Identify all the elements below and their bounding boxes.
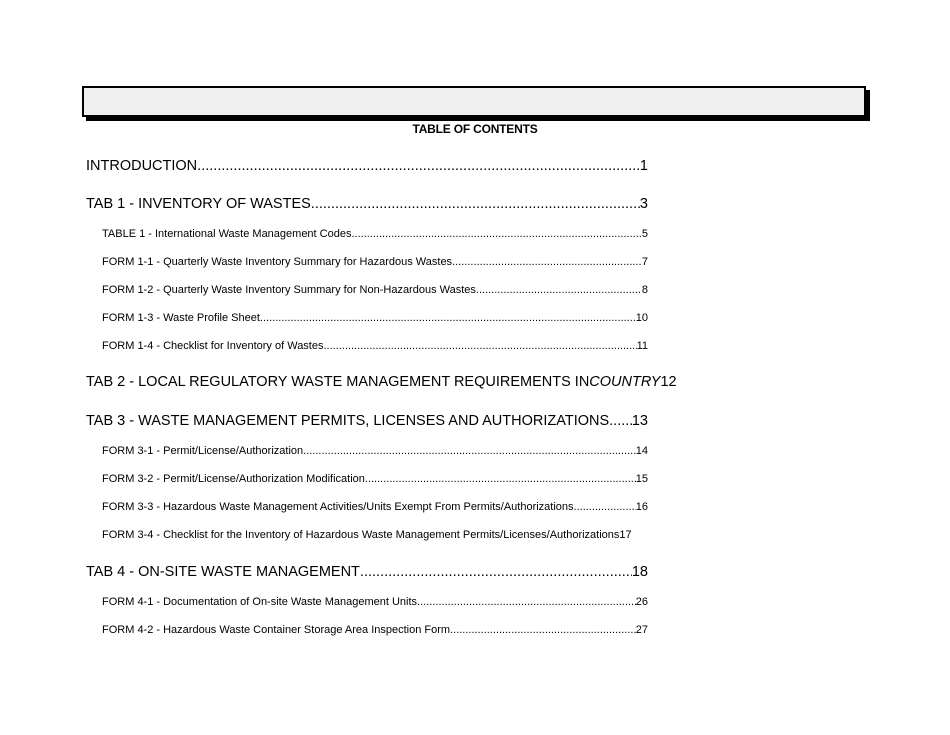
toc-entry-text: TAB 2 - LOCAL REGULATORY WASTE MANAGEMENT REQUIREMENTS IN xyxy=(86,374,590,390)
toc-entry-introduction[interactable] xyxy=(86,158,648,174)
dot-leader xyxy=(303,445,636,457)
toc-entry-form1-1[interactable] xyxy=(102,256,648,268)
toc-entry-form4-1[interactable] xyxy=(102,596,648,608)
toc-entry-page: 3 xyxy=(639,196,648,212)
toc-entry-text: FORM 3-4 - Checklist for the Inventory of Hazardous Waste Management Permits/Licenses/Authorizations xyxy=(102,529,620,541)
toc-entry-page: 27 xyxy=(635,624,648,636)
dot-leader xyxy=(365,473,636,485)
toc-entry-page: 7 xyxy=(641,256,648,268)
dot-leader xyxy=(351,228,641,240)
toc-entry-table1[interactable] xyxy=(102,228,648,240)
toc-entry-page: 15 xyxy=(635,473,648,485)
toc-entry-page: 5 xyxy=(641,228,648,240)
toc-entry-form3-4[interactable] xyxy=(102,529,632,541)
toc-entry-tab3[interactable] xyxy=(86,413,648,429)
toc-entry-text: FORM 4-1 - Documentation of On-site Waste Management Units xyxy=(102,596,418,608)
toc-entry-tab1[interactable] xyxy=(86,196,648,212)
toc-entry-text: FORM 3-3 - Hazardous Waste Management Activities/Units Exempt From Permits/Authorizations xyxy=(102,501,574,513)
toc-entry-tab4[interactable] xyxy=(86,564,648,580)
header-box xyxy=(82,86,866,117)
dot-leader xyxy=(452,256,642,268)
toc-entry-page: 10 xyxy=(635,312,648,324)
dot-leader xyxy=(476,284,642,296)
toc-entry-page: 8 xyxy=(641,284,648,296)
toc-entry-form3-3[interactable] xyxy=(102,501,648,513)
dot-leader xyxy=(311,196,640,212)
toc-entry-text: TAB 1 - INVENTORY OF WASTES xyxy=(86,196,311,212)
toc-entry-page: 16 xyxy=(635,501,648,513)
toc-entry-form1-3[interactable] xyxy=(102,312,648,324)
toc-entry-text: TABLE 1 - International Waste Management Codes xyxy=(102,228,352,240)
dot-leader xyxy=(323,340,636,352)
dot-leader xyxy=(260,312,636,324)
toc-heading: TABLE OF CONTENTS xyxy=(412,122,538,136)
toc-entry-page: 18 xyxy=(631,564,648,580)
toc-entry-text: FORM 1-3 - Waste Profile Sheet xyxy=(102,312,260,324)
toc-entry-text: TAB 4 - ON-SITE WASTE MANAGEMENT xyxy=(86,564,360,580)
toc-entry-tab2[interactable] xyxy=(86,374,677,390)
toc-entry-form4-2[interactable] xyxy=(102,624,648,636)
toc-entry-page: 12 xyxy=(660,374,677,390)
toc-entry-text: FORM 3-2 - Permit/License/Authorization Modification xyxy=(102,473,365,485)
dot-leader xyxy=(360,564,632,580)
toc-entry-text: FORM 3-1 - Permit/License/Authorization xyxy=(102,445,304,457)
toc-entry-text: FORM 4-2 - Hazardous Waste Container Storage Area Inspection Form xyxy=(102,624,451,636)
dot-leader xyxy=(574,501,636,513)
dot-leader xyxy=(417,596,636,608)
toc-entry-page: 14 xyxy=(635,445,648,457)
toc-entry-country: COUNTRY xyxy=(589,374,661,390)
toc-entry-text: FORM 1-4 - Checklist for Inventory of Wastes xyxy=(102,340,324,352)
toc-entry-text: TAB 3 - WASTE MANAGEMENT PERMITS, LICENSES AND AUTHORIZATIONS xyxy=(86,413,610,429)
toc-entry-text: INTRODUCTION xyxy=(86,158,198,174)
dot-leader xyxy=(609,413,632,429)
toc-entry-page: 17 xyxy=(619,529,632,541)
toc-entry-form3-1[interactable] xyxy=(102,445,648,457)
toc-entry-form1-4[interactable] xyxy=(102,340,648,352)
toc-entry-text: FORM 1-1 - Quarterly Waste Inventory Summary for Hazardous Wastes xyxy=(102,256,453,268)
toc-entry-page: 1 xyxy=(639,158,648,174)
toc-entry-text: FORM 1-2 - Quarterly Waste Inventory Summary for Non-Hazardous Wastes xyxy=(102,284,476,296)
toc-entry-page: 13 xyxy=(631,413,648,429)
dot-leader xyxy=(197,158,640,174)
toc-entry-form3-2[interactable] xyxy=(102,473,648,485)
dot-leader xyxy=(450,624,636,636)
toc-entry-page: 11 xyxy=(636,340,648,352)
toc-entry-form1-2[interactable] xyxy=(102,284,648,296)
toc-entry-page: 26 xyxy=(635,596,648,608)
